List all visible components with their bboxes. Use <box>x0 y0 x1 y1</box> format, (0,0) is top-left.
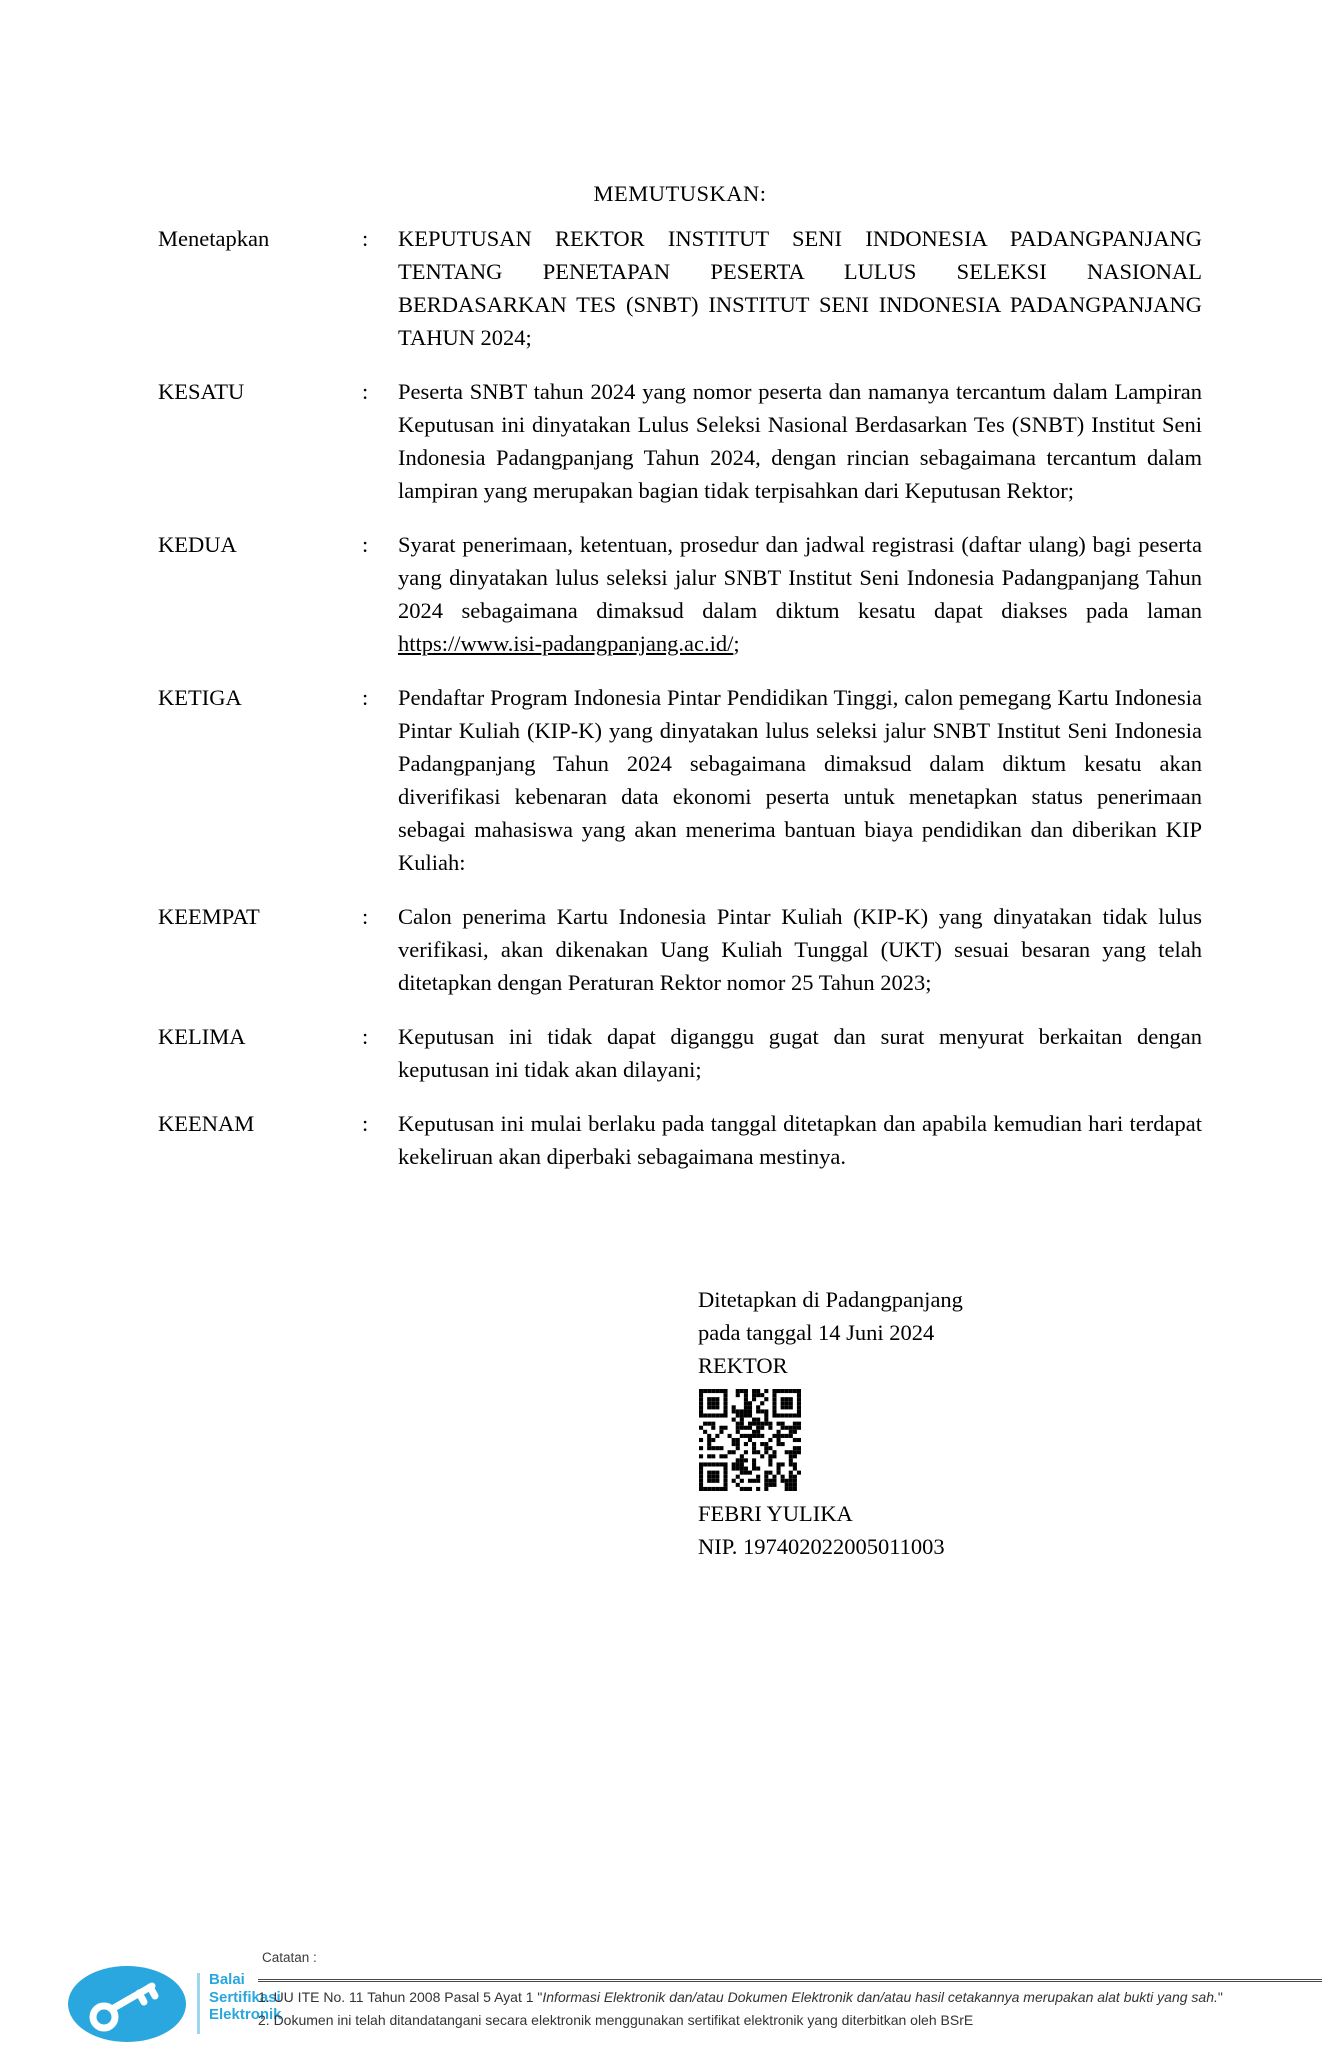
decree-item-kesatu <box>158 375 1202 507</box>
footer-notes-label: Catatan : <box>262 1950 317 1965</box>
decree-item-menetapkan <box>158 222 1202 354</box>
item-text-after-link: ; <box>733 631 740 656</box>
logo-text-divider <box>197 1973 200 2034</box>
item-colon: : <box>362 1024 369 1049</box>
decree-item-keenam <box>158 1107 1202 1173</box>
footer-note-2: 2. Dokumen ini telah ditandatangani secara elektronik menggunakan sertifikat elektronik yang diterbitkan oleh BSrE <box>258 2011 974 2028</box>
bsre-logo-icon <box>66 1965 188 2043</box>
item-label: KEENAM <box>158 1111 255 1136</box>
digital-signature-qr-code <box>699 1389 801 1491</box>
decree-item-kedua <box>158 528 1202 660</box>
item-text: KEPUTUSAN REKTOR INSTITUT SENI INDONESIA PADANGPANJANG TENTANG PENETAPAN PESERTA LULUS SELEKSI NASIONAL BERDASARKAN TES (SNBT) INSTITUT SENI INDONESIA PADANGPANJANG TAHUN 2024; <box>398 226 1202 350</box>
item-colon: : <box>362 226 369 251</box>
brand-line-1: Balai <box>209 1971 245 1988</box>
brand-line-2: Sertifikasi <box>209 1988 281 2006</box>
item-text-before-link: Syarat penerimaan, ketentuan, prosedur dan jadwal registrasi (daftar ulang) bagi peserta yang dinyatakan lulus seleksi jalur SNBT Institut Seni Indonesia Padangpanjang Tahun 2024 sebagaimana dimaksud dalam diktum kesatu dapat diakses pada laman <box>398 532 1202 623</box>
decree-body <box>158 180 1202 1194</box>
decree-item-keempat <box>158 900 1202 999</box>
item-colon: : <box>362 685 369 710</box>
brand-line-3: Elektronik <box>209 2006 282 2023</box>
item-label: Menetapkan <box>158 226 270 251</box>
footer-note-1: 1. UU ITE No. 11 Tahun 2008 Pasal 5 Ayat 1 "Informasi Elektronik dan/atau Dokumen Elektronik dan/atau hasil cetakannya merupakan alat bukti yang sah." <box>258 1989 1223 2005</box>
item-colon: : <box>362 904 369 929</box>
item-text: Pendaftar Program Indonesia Pintar Pendidikan Tinggi, calon pemegang Kartu Indonesia Pintar Kuliah (KIP-K) yang dinyatakan lulus seleksi jalur SNBT Institut Seni Indonesia Padangpanjang Tahun 2024 sebagaimana dimaksud dalam diktum kesatu akan diverifikasi kebenaran data ekonomi peserta untuk menetapkan status penerimaan sebagai mahasiswa yang akan menerima bantuan biaya pendidikan dan diberikan KIP Kuliah: <box>398 685 1202 875</box>
footer-note-1-quote: Informasi Elektronik dan/atau Dokumen Elektronik dan/atau hasil cetakannya merupakan alat bukti yang sah. <box>542 1989 1218 2005</box>
item-text: Peserta SNBT tahun 2024 yang nomor peserta dan namanya tercantum dalam Lampiran Keputusan ini dinyatakan Lulus Seleksi Nasional Berdasarkan Tes (SNBT) Institut Seni Indonesia Padangpanjang Tahun 2024, dengan rincian sebagaimana tercantum dalam lampiran yang merupakan bagian tidak terpisahkan dari Keputusan Rektor; <box>398 379 1202 503</box>
item-label: KELIMA <box>158 1024 246 1049</box>
item-label: KESATU <box>158 379 245 404</box>
item-colon: : <box>362 379 369 404</box>
document-title: MEMUTUSKAN: <box>593 181 767 206</box>
signature-block <box>698 1283 963 1563</box>
signatory-nip: NIP. 197402022005011003 <box>698 1534 945 1559</box>
footer-rule <box>258 1979 1322 1982</box>
signature-place-line: Ditetapkan di Padangpanjang <box>698 1287 963 1312</box>
item-text: Calon penerima Kartu Indonesia Pintar Kuliah (KIP-K) yang dinyatakan tidak lulus verifikasi, akan dikenakan Uang Kuliah Tunggal (UKT) sesuai besaran yang telah ditetapkan dengan Peraturan Rektor nomor 25 Tahun 2023; <box>398 904 1202 995</box>
decree-item-ketiga <box>158 681 1202 879</box>
registration-url-link[interactable]: https://www.isi-padangpanjang.ac.id/ <box>398 631 734 656</box>
item-text: Keputusan ini mulai berlaku pada tanggal ditetapkan dan apabila kemudian hari terdapat kekeliruan akan diperbaki sebagaimana mestinya. <box>398 1111 1202 1169</box>
signature-date-line: pada tanggal 14 Juni 2024 <box>698 1320 935 1345</box>
item-text: Keputusan ini tidak dapat diganggu gugat dan surat menyurat berkaitan dengan keputusan ini tidak akan dilayani; <box>398 1024 1202 1082</box>
signature-role-line: REKTOR <box>698 1353 788 1378</box>
item-label: KEDUA <box>158 532 237 557</box>
decree-item-kelima <box>158 1020 1202 1086</box>
item-colon: : <box>362 532 369 557</box>
footer-notes <box>258 1986 1330 2031</box>
item-colon: : <box>362 1111 369 1136</box>
item-label: KETIGA <box>158 685 242 710</box>
signatory-name: FEBRI YULIKA <box>698 1501 853 1526</box>
item-label: KEEMPAT <box>158 904 260 929</box>
item-text <box>398 528 1202 660</box>
